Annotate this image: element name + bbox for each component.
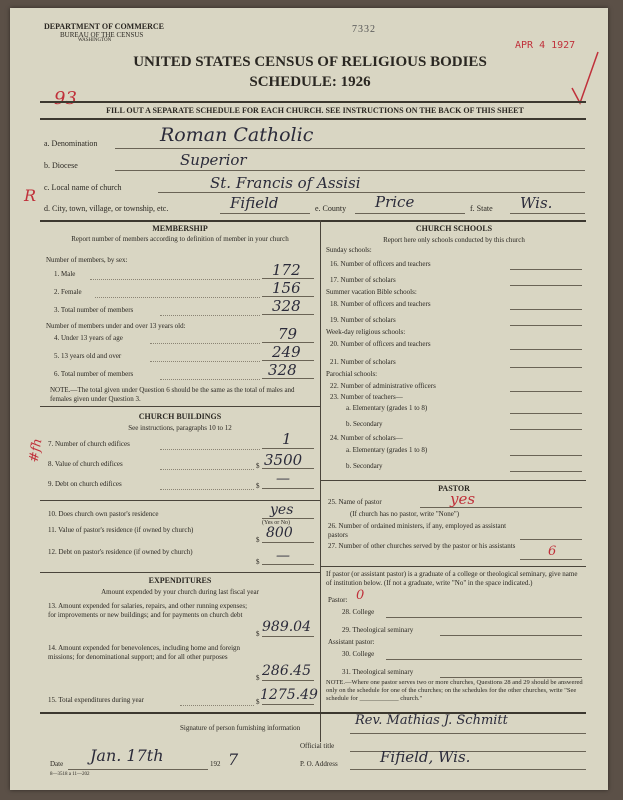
county-value[interactable]: Price xyxy=(375,193,415,211)
schools-heading: CHURCH SCHOOLS xyxy=(415,224,493,233)
q19-label: 19. Number of scholars xyxy=(330,316,396,324)
q1-label: 1. Male xyxy=(54,270,76,278)
q6-label: 6. Total number of members xyxy=(54,370,134,378)
census-schedule-sheet xyxy=(10,8,608,790)
q24b-label: b. Secondary xyxy=(346,462,383,470)
diocese-label: b. Diocese xyxy=(44,161,78,170)
q24a-label: a. Elementary (grades 1 to 8) xyxy=(346,446,428,454)
sunday-schools: Sunday schools: xyxy=(326,246,372,254)
q15-value[interactable]: 1275.49 xyxy=(260,687,318,703)
q7-value[interactable]: 1 xyxy=(282,430,292,448)
q11-label: 11. Value of pastor's residence (if owned by church) xyxy=(48,526,194,534)
q18-label: 18. Number of officers and teachers xyxy=(330,300,431,308)
schedule-title: SCHEDULE: 1926 xyxy=(249,74,371,90)
county-label: e. County xyxy=(315,204,347,213)
q31-label: 31. Theological seminary xyxy=(342,668,414,676)
church-name-value[interactable]: St. Francis of Assisi xyxy=(210,174,361,192)
yes-no-hint: (Yes or No) xyxy=(262,520,291,526)
instruction-line: FILL OUT A SEPARATE SCHEDULE FOR EACH CHURCH. SEE INSTRUCTIONS ON THE BACK OF THIS SHEET xyxy=(106,106,524,115)
po-address-value[interactable]: Fifield, Wis. xyxy=(380,748,471,766)
q27-value[interactable]: 6 xyxy=(548,544,557,559)
q27-label: 27. Number of other churches served by the pastor or his assistants xyxy=(328,542,516,550)
date-year-print: 192 xyxy=(210,760,221,768)
q25-hint: (If church has no pastor, write "None") xyxy=(350,510,460,518)
form-number: 8—3518 a 11—202 xyxy=(50,772,90,777)
q23-label: 23. Number of teachers— xyxy=(330,393,403,401)
buildings-heading: CHURCH BUILDINGS xyxy=(138,412,222,421)
q4-value[interactable]: 79 xyxy=(278,325,298,343)
q5-value[interactable]: 249 xyxy=(272,343,301,361)
q23a-label: a. Elementary (grades 1 to 8) xyxy=(346,404,428,412)
state-label: f. State xyxy=(470,204,493,213)
diocese-value[interactable]: Superior xyxy=(180,151,247,169)
q28-label: 28. College xyxy=(342,608,375,616)
buildings-sub: See instructions, paragraphs 10 to 12 xyxy=(128,424,232,432)
q13-dollar: $ xyxy=(256,630,260,638)
q23b-label: b. Secondary xyxy=(346,420,383,428)
q20-label: 20. Number of officers and teachers xyxy=(330,340,431,348)
q3-label: 3. Total number of members xyxy=(54,306,134,314)
bureau-name: BUREAU OF THE CENSUS xyxy=(60,31,144,39)
form-title: UNITED STATES CENSUS OF RELIGIOUS BODIES xyxy=(133,54,487,70)
q25-value[interactable]: yes xyxy=(450,490,476,508)
q21-label: 21. Number of scholars xyxy=(330,358,396,366)
q6-value[interactable]: 328 xyxy=(268,361,297,379)
q2-value[interactable]: 156 xyxy=(272,279,301,297)
college-note: If pastor (or assistant pastor) is a graduate of a college or theological seminary, give name of institution below. (If not a graduate, write "No" in the space indicated.) xyxy=(326,570,578,587)
q10-value[interactable]: yes xyxy=(270,502,294,518)
q14-value[interactable]: 286.45 xyxy=(262,663,311,679)
q10-label: 10. Does church own pastor's residence xyxy=(48,510,159,518)
q4-label: 4. Under 13 years of age xyxy=(54,334,123,342)
city-label: d. City, town, village, or township, etc. xyxy=(44,204,169,213)
pastor-note: NOTE.—Where one pastor serves two or more churches, Questions 28 and 29 should be answered only on the schedule for one of the churches; on the schedules for the other churches, write "See schedule for ____________ church." xyxy=(326,679,583,702)
q30-label: 30. College xyxy=(342,650,375,658)
state-value[interactable]: Wis. xyxy=(520,194,553,212)
q29-label: 29. Theological seminary xyxy=(342,626,414,634)
q8-value[interactable]: 3500 xyxy=(264,451,303,469)
membership-intro: Report number of members according to definition of member in your church xyxy=(71,235,289,243)
received-date-stamp: APR 4 1927 xyxy=(515,40,576,51)
date-label: Date xyxy=(50,760,64,768)
weekday-schools: Week-day religious schools: xyxy=(326,328,406,336)
city-name: WASHINGTON xyxy=(78,38,112,43)
pastor-heading: PASTOR xyxy=(438,484,470,493)
church-name-label: c. Local name of church xyxy=(44,183,122,192)
q22-label: 22. Number of administrative officers xyxy=(330,382,436,390)
q13-value[interactable]: 989.04 xyxy=(262,619,311,635)
pastor-label: Pastor: xyxy=(328,596,348,604)
q15-dollar: $ xyxy=(256,698,260,706)
margin-scribble: #fh xyxy=(26,437,46,464)
q9-dollar: $ xyxy=(256,482,260,490)
q11-dollar: $ xyxy=(256,536,260,544)
q24-label: 24. Number of scholars— xyxy=(330,434,403,442)
q9-value[interactable]: — xyxy=(276,471,290,487)
q13-label: 13. Amount expended for salaries, repairs, and other running expenses; for improvements or new buildings; and for payments on church debt xyxy=(48,602,248,619)
po-address-label: P. O. Address xyxy=(300,760,338,768)
q12-label: 12. Debt on pastor's residence (if owned by church) xyxy=(48,548,193,556)
parochial-schools: Parochial schools: xyxy=(326,370,378,378)
q26-label: 26. Number of ordained ministers, if any, employed as assistant pastors xyxy=(328,522,507,539)
signature-value[interactable]: Rev. Mathias J. Schmitt xyxy=(355,713,508,728)
members-by-sex: Number of members, by sex: xyxy=(46,256,128,264)
date-year-hand[interactable]: 7 xyxy=(228,750,239,769)
checkmark-icon xyxy=(570,48,600,108)
q2-label: 2. Female xyxy=(54,288,82,296)
q8-label: 8. Value of church edifices xyxy=(48,460,123,468)
schools-intro: Report here only schools conducted by this church xyxy=(383,236,525,244)
membership-heading: MEMBERSHIP xyxy=(152,224,208,233)
handwritten-r: R xyxy=(24,186,37,205)
signature-label: Signature of person furnishing information xyxy=(180,724,301,732)
q14-label: 14. Amount expended for benevolences, including home and foreign missions; for denominational support; and for all other purposes xyxy=(48,644,241,661)
q14-dollar: $ xyxy=(256,674,260,682)
q25-label: 25. Name of pastor xyxy=(328,498,382,506)
q5-label: 5. 13 years old and over xyxy=(54,352,122,360)
q1-value[interactable]: 172 xyxy=(272,261,301,279)
department-name: DEPARTMENT OF COMMERCE xyxy=(44,22,165,31)
official-title-label: Official title xyxy=(300,742,335,750)
stamp-number: 7332 xyxy=(352,24,376,35)
expenditures-sub: Amount expended by your church during last fiscal year xyxy=(101,588,259,596)
q16-label: 16. Number of officers and teachers xyxy=(330,260,431,268)
pastor-college-value[interactable]: 0 xyxy=(356,588,365,603)
handwritten-93: 93 xyxy=(54,88,77,109)
q11-value[interactable]: 800 xyxy=(266,525,293,541)
denomination-label: a. Denomination xyxy=(44,139,98,148)
assistant-pastor-label: Assistant pastor: xyxy=(328,638,375,646)
summer-schools: Summer vacation Bible schools: xyxy=(326,288,417,296)
denomination-value[interactable]: Roman Catholic xyxy=(160,124,314,146)
membership-note: NOTE.—The total given under Question 6 should be the same as the total of males and females given under Question 3. xyxy=(50,386,295,403)
q7-label: 7. Number of church edifices xyxy=(48,440,130,448)
q9-label: 9. Debt on church edifices xyxy=(48,480,122,488)
q8-dollar: $ xyxy=(256,462,260,470)
date-value[interactable]: Jan. 17th xyxy=(90,746,164,765)
expenditures-heading: EXPENDITURES xyxy=(148,576,212,585)
q15-label: 15. Total expenditures during year xyxy=(48,696,144,704)
q3-value[interactable]: 328 xyxy=(272,297,301,315)
city-value[interactable]: Fifield xyxy=(230,194,279,212)
q12-dollar: $ xyxy=(256,558,260,566)
q12-value[interactable]: — xyxy=(276,548,290,564)
q17-label: 17. Number of scholars xyxy=(330,276,396,284)
age-intro: Number of members under and over 13 years old: xyxy=(46,322,186,330)
